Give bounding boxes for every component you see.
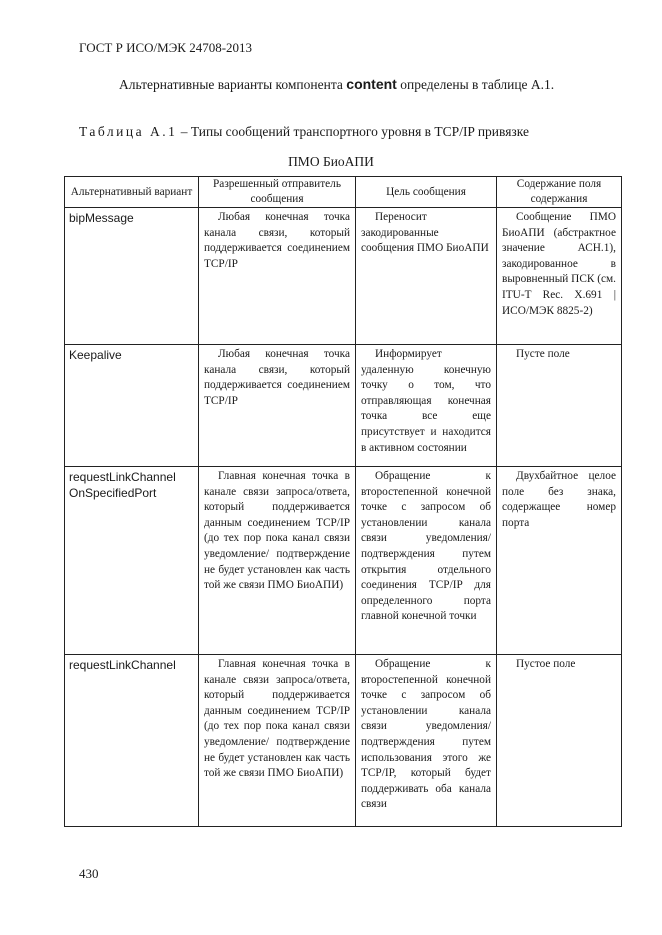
intro-text-before: Альтернативные варианты компонента	[119, 77, 343, 92]
intro-text-after: определены в таблице А.1.	[400, 77, 555, 92]
message-types-table	[64, 176, 622, 827]
table-row	[65, 655, 622, 827]
cell-alternative: requestLinkChannel	[65, 655, 199, 827]
cell-purpose: Информирует удаленную конечную точку о том, что отправляющая конечная точка все еще присутствует и находится в активном состоянии	[356, 345, 497, 467]
cell-content: Двухбайтное целое поле без знака, содержащее номер порта	[497, 467, 622, 655]
document-header: ГОСТ Р ИСО/МЭК 24708-2013	[79, 40, 253, 55]
header-sender: Разрешенный отправитель сообщения	[199, 177, 356, 208]
cell-purpose: Обращение к второстепенной конечной точке с запросом об установлении канала связи уведомления/ подтверждения путем открытия отдельного соединения TCP/IP для определенного порта главной конечной точки	[356, 467, 497, 655]
table-row	[65, 467, 622, 655]
table-row	[65, 345, 622, 467]
table-caption-text: – Типы сообщений транспортного уровня в TCP/IP привязке	[180, 124, 529, 139]
cell-sender: Любая конечная точка канала связи, который поддерживается соединением TCP/IP	[199, 208, 356, 345]
cell-content: Пустое поле	[497, 655, 622, 827]
cell-content: Сообщение ПМО БиоАПИ (абстрактное значение АСН.1), закодированное в выровненный ПСК (см. ITU-T Rec. X.691 | ИСО/МЭК 8825-2)	[497, 208, 622, 345]
cell-purpose: Обращение к второстепенной конечной точке с запросом об установлении канала связи уведомления/ подтверждения путем использования этого же TCP/IP, который будет поддерживать оба канала связи	[356, 655, 497, 827]
table-row	[65, 208, 622, 345]
table-caption-line2: ПМО БиоАПИ	[288, 154, 374, 169]
header-content: Содержание поля содержания	[497, 177, 622, 208]
cell-sender: Главная конечная точка в канале связи запроса/ответа, который поддерживается данным соединением TCP/IP (до тех пор пока канал связи уведомление/ подтверждение не будет установлен как часть той же связи ПМО БиоАПИ)	[199, 655, 356, 827]
intro-keyword: content	[346, 76, 397, 92]
cell-alternative: requestLinkChannel OnSpecifiedPort	[65, 467, 199, 655]
intro-paragraph	[79, 70, 615, 99]
header-purpose: Цель сообщения	[356, 177, 497, 208]
cell-alternative: Keepalive	[65, 345, 199, 467]
table-caption	[79, 124, 615, 140]
table-caption-label: Таблица А.1	[79, 124, 178, 139]
page-number: 430	[79, 866, 99, 881]
cell-purpose: Переносит закодированные сообщения ПМО БиоАПИ	[356, 208, 497, 345]
table-header-row	[65, 177, 622, 208]
header-alternative: Альтернативный вариант	[65, 177, 199, 208]
cell-sender: Главная конечная точка в канале связи запроса/ответа, который поддерживается данным соединением TCP/IP (до тех пор пока канал связи уведомление/ подтверждение не будет установлен как часть той же связи ПМО БиоАПИ)	[199, 467, 356, 655]
cell-sender: Любая конечная точка канала связи, который поддерживается соединением TCP/IP	[199, 345, 356, 467]
cell-content: Пусте поле	[497, 345, 622, 467]
cell-alternative: bipMessage	[65, 208, 199, 345]
